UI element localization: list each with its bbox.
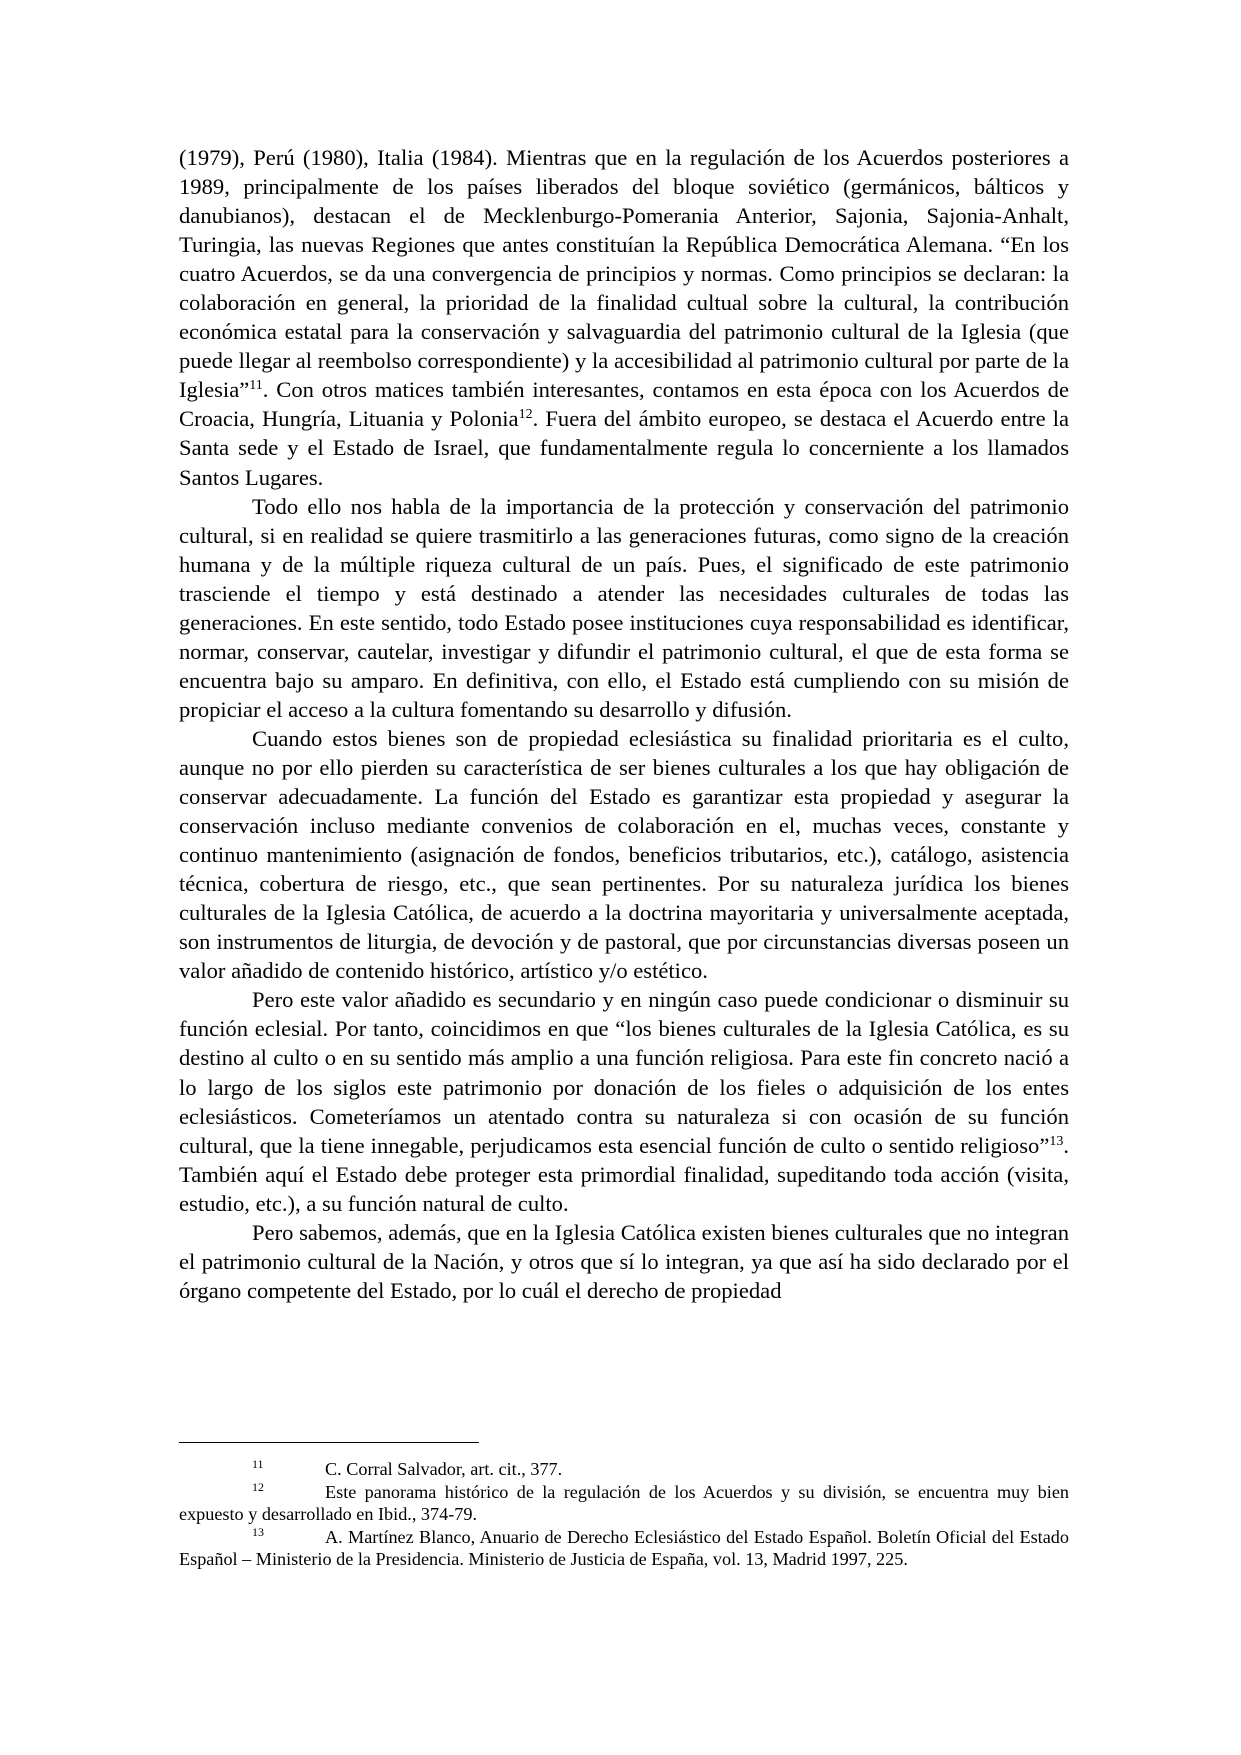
paragraph-text: Cuando estos bienes son de propiedad eclesiástica su finalidad prioritaria es el culto, aunque no por ello pierden su característica de ser bienes culturales a los que hay obligación de conservar adecuadamente. La función del Estado es garantizar esta propiedad y asegurar la conservación incluso mediante convenios de colaboración en el, muchas veces, constante y continuo mantenimiento (asignación de fondos, beneficios tributarios, etc.), catálogo, asistencia técnica, cobertura de riesgo, etc., que sean pertinentes. Por su naturaleza jurídica los bienes culturales de la Iglesia Católica, de acuerdo a la doctrina mayoritaria y universalmente aceptada, son instrumentos de liturgia, de devoción y de pastoral, que por circunstancias diversas poseen un valor añadido de contenido histórico, artístico y/o estético. xyxy=(179,725,1069,984)
footnote: 11 C. Corral Salvador, art. cit., 377. xyxy=(252,1457,563,1479)
footnote-text: C. Corral Salvador, art. cit., 377. xyxy=(325,1459,563,1479)
footnote: 12 Este panorama histórico de la regulación de los Acuerdos y su división, se encuentra muy bien expuesto y desarrollado en Ibid., 374-79. xyxy=(179,1479,1069,1524)
paragraph xyxy=(179,724,1069,985)
footnote-text: Este panorama histórico de la regulación de los Acuerdos y su división, se encuentra muy bien expuesto y desarrollado en Ibid., 374-79. xyxy=(179,1481,1069,1524)
footnote: 13 A. Martínez Blanco, Anuario de Derecho Eclesiástico del Estado Español. Boletín Oficial del Estado Español – Ministerio de la Presidencia. Ministerio de Justicia de España, vol. 13, Madrid 1997, 225. xyxy=(179,1524,1069,1569)
paragraph xyxy=(179,985,1069,1217)
footnote-text: A. Martínez Blanco, Anuario de Derecho Eclesiástico del Estado Español. Boletín Oficial del Estado Español – Ministerio de la Presidencia. Ministerio de Justicia de España, vol. 13, Madrid 1997, 225. xyxy=(179,1526,1069,1569)
paragraph-text: . Con otros matices también interesantes, contamos en esta época con los Acuerdos de Croacia, Hungría, Lituania y Polonia xyxy=(179,377,1069,432)
paragraph xyxy=(179,492,1069,724)
footnote-reference: 13 xyxy=(1049,1133,1064,1149)
paragraph-text: Pero sabemos, además, que en la Iglesia Católica existen bienes culturales que no integran el patrimonio cultural de la Nación, y otros que sí lo integran, ya que así ha sido declarado por el órgano competente del Estado, por lo cuál el derecho de propiedad xyxy=(179,1219,1069,1303)
paragraph-text: Pero este valor añadido es secundario y en ningún caso puede condicionar o disminuir su función eclesial. Por tanto, coincidimos en que “los bienes culturales de la Iglesia Católica, es su destino al culto o en su sentido más amplio a una función religiosa. Para este fin concreto nació a lo largo de los siglos este patrimonio por donación de los fieles o adquisición de los entes eclesiásticos. Cometeríamos un atentado contra su naturaleza si con ocasión de su función cultural, que la tiene innegable, perjudicamos esta esencial función de culto o sentido religioso” xyxy=(179,987,1069,1158)
paragraph-text: (1979), Perú (1980), Italia (1984). Mientras que en la regulación de los Acuerdos posteriores a 1989, principalmente de los países liberados del bloque soviético (germánicos, bálticos y danubianos), destacan el de Mecklenburgo-Pomerania Anterior, Sajonia, Sajonia-Anhalt, Turingia, las nuevas Regiones que antes constituían la República Democrática Alemana. “En los cuatro Acuerdos, se da una convergencia de principios y normas. Como principios se declaran: la colaboración en general, la prioridad de la finalidad cultual sobre la cultural, la contribución económica estatal para la conservación y salvaguardia del patrimonio cultural de la Iglesia (que puede llegar al reembolso correspondiente) y la accesibilidad al patrimonio cultural por parte de la Iglesia” xyxy=(179,145,1069,403)
paragraph xyxy=(179,143,1069,492)
footnote-reference: 12 xyxy=(518,407,533,423)
footnote-reference: 11 xyxy=(249,378,263,394)
paragraph xyxy=(179,1218,1069,1305)
footnote-separator xyxy=(179,1442,479,1443)
paragraph-text: . También aquí el Estado debe proteger esta primordial finalidad, supeditando toda acción (visita, estudio, etc.), a su función natural de culto. xyxy=(179,1132,1069,1216)
footnotes xyxy=(179,1458,1069,1571)
paragraph-text: . Fuera del ámbito europeo, se destaca el Acuerdo entre la Santa sede y el Estado de Israel, que fundamentalmente regula lo concerniente a los llamados Santos Lugares. xyxy=(179,406,1069,490)
paragraph-text: Todo ello nos habla de la importancia de la protección y conservación del patrimonio cultural, si en realidad se quiere trasmitirlo a las generaciones futuras, como signo de la creación humana y de la múltiple riqueza cultural de un país. Pues, el significado de este patrimonio trasciende el tiempo y está destinado a atender las necesidades culturales de todas las generaciones. En este sentido, todo Estado posee instituciones cuya responsabilidad es identificar, normar, conservar, cautelar, investigar y difundir el patrimonio cultural, el que de esta forma se encuentra bajo su amparo. En definitiva, con ello, el Estado está cumpliendo con su misión de propiciar el acceso a la cultura fomentando su desarrollo y difusión. xyxy=(179,493,1069,722)
body-text xyxy=(179,143,1069,1305)
